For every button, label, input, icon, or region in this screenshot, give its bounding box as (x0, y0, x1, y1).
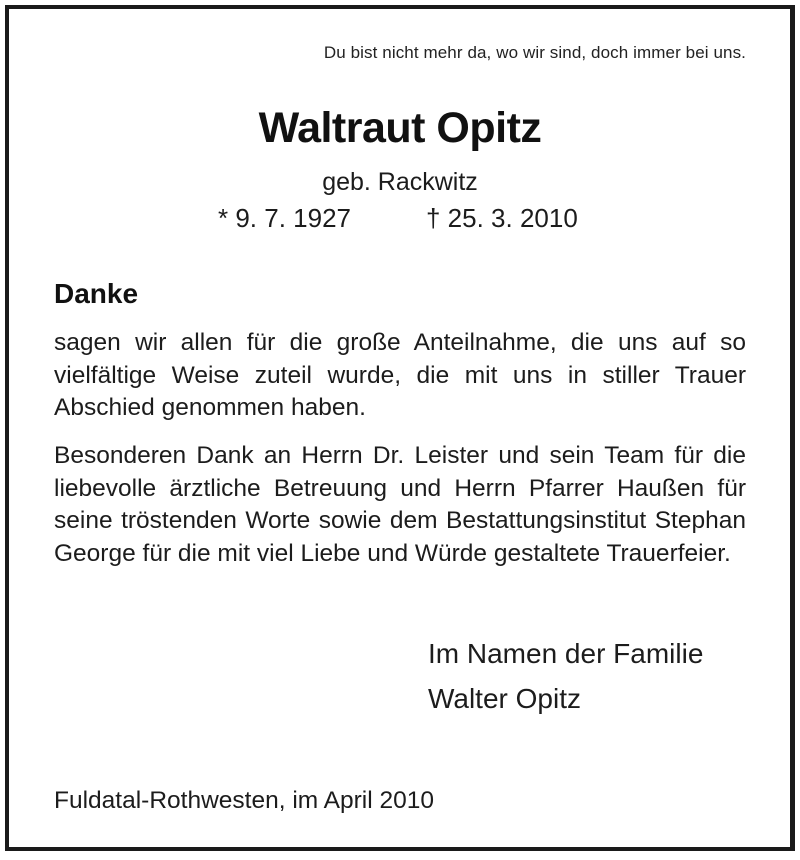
death-date: † 25. 3. 2010 (426, 203, 578, 233)
thanks-paragraph-1: sagen wir allen für die große Anteilnahme, die uns auf so vielfältige Weise zuteil wurde, die mit uns in stiller Trauer Abschied genommen haben. (54, 329, 746, 421)
thanks-paragraph-2: Besonderen Dank an Herrn Dr. Leister und sein Team für die liebevolle ärztliche Betreuung und Herrn Pfarrer Haußen für seine tröstenden Worte sowie dem Bestattungsinstitut Stephan George für die mit viel Liebe und Würde gestaltete Trauerfeier. (54, 442, 746, 567)
birth-name: geb. Rackwitz (322, 168, 478, 196)
thanks-heading: Danke (54, 278, 139, 309)
motto-text: Du bist nicht mehr da, wo wir sind, doch immer bei uns. (323, 43, 746, 62)
signature-line-1: Im Namen der Familie (428, 638, 704, 669)
deceased-name: Waltraut Opitz (258, 104, 542, 152)
place-and-date: Fuldatal-Rothwesten, im April 2010 (54, 787, 434, 814)
signature-line-2: Walter Opitz (428, 683, 581, 714)
birth-date: * 9. 7. 1927 (218, 203, 351, 233)
